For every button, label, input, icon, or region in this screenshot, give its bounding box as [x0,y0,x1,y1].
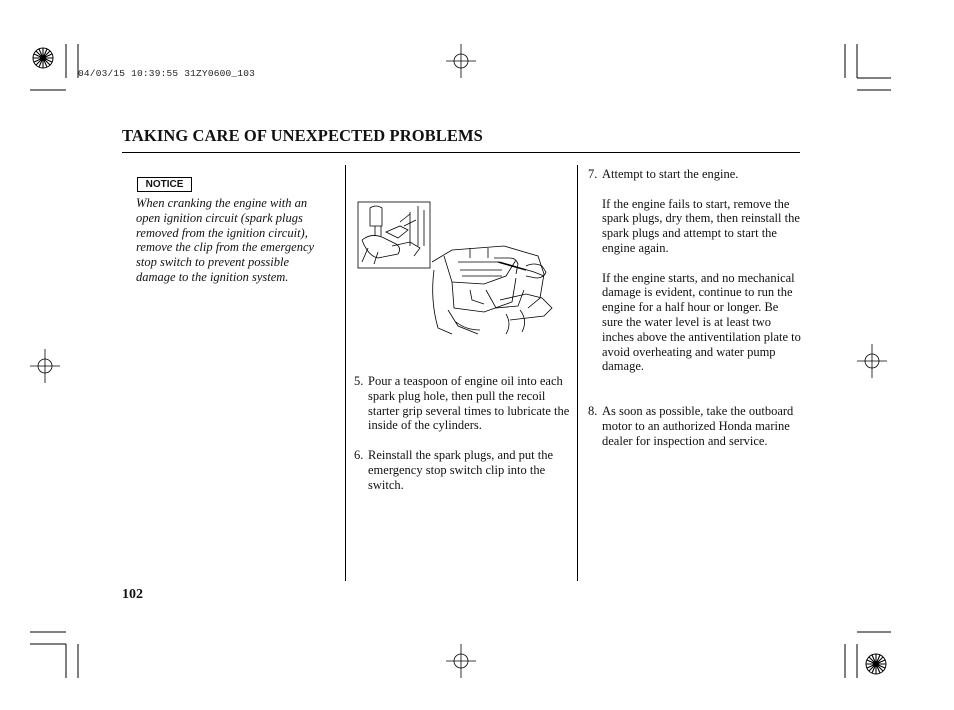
column-divider-2 [577,165,578,581]
step-text: If the engine fails to start, remove the spark plugs, dry them, then reinstall the spark plugs and attempt to start the engine again. [602,196,800,255]
step-text: Reinstall the spark plugs, and put the emergency stop switch clip into the switch. [368,448,554,492]
registration-crosshair-top [446,44,476,78]
registration-crosshair-right [857,344,887,378]
section-title: TAKING CARE OF UNEXPECTED PROBLEMS [122,126,483,145]
step-7 [588,167,802,374]
step-text: Attempt to start the engine. [602,167,739,181]
step-text: As soon as possible, take the outboard motor to an authorized Honda marine dealer for inspection and service. [602,404,794,448]
notice-label: NOTICE [137,177,192,192]
step-text: If the engine starts, and no mechanical damage is evident, continue to run the engine for a half hour or longer. Be sure the water level is at least two inches above the antiventilation plate to avoid overheating and water pump damage. [602,270,801,374]
starburst-target-top-left [33,48,53,68]
starburst-target-bottom-right [866,654,886,674]
step-number: 8. [588,404,598,418]
page-number: 102 [122,587,143,602]
step-number: 7. [588,167,598,181]
registration-crosshair-bottom [446,644,476,678]
step-number: 6. [354,448,364,462]
step-6 [354,448,576,492]
notice-text: When cranking the engine with an open ignition circuit (spark plugs removed from the ignition circuit), remove the clip from the emergency stop switch to prevent possible damage to the ignition system. [136,196,315,284]
step-text: Pour a teaspoon of engine oil into each spark plug hole, then pull the recoil starter grip several times to lubricate the inside of the cylinders. [368,374,570,433]
step-number: 5. [354,374,364,388]
registration-crosshair-left [30,349,60,383]
title-rule [122,152,800,153]
step-8 [588,404,802,448]
print-timestamp: 04/03/15 10:39:55 31ZY0600_103 [78,68,256,79]
step-5 [354,374,576,433]
column-divider-1 [345,165,346,581]
